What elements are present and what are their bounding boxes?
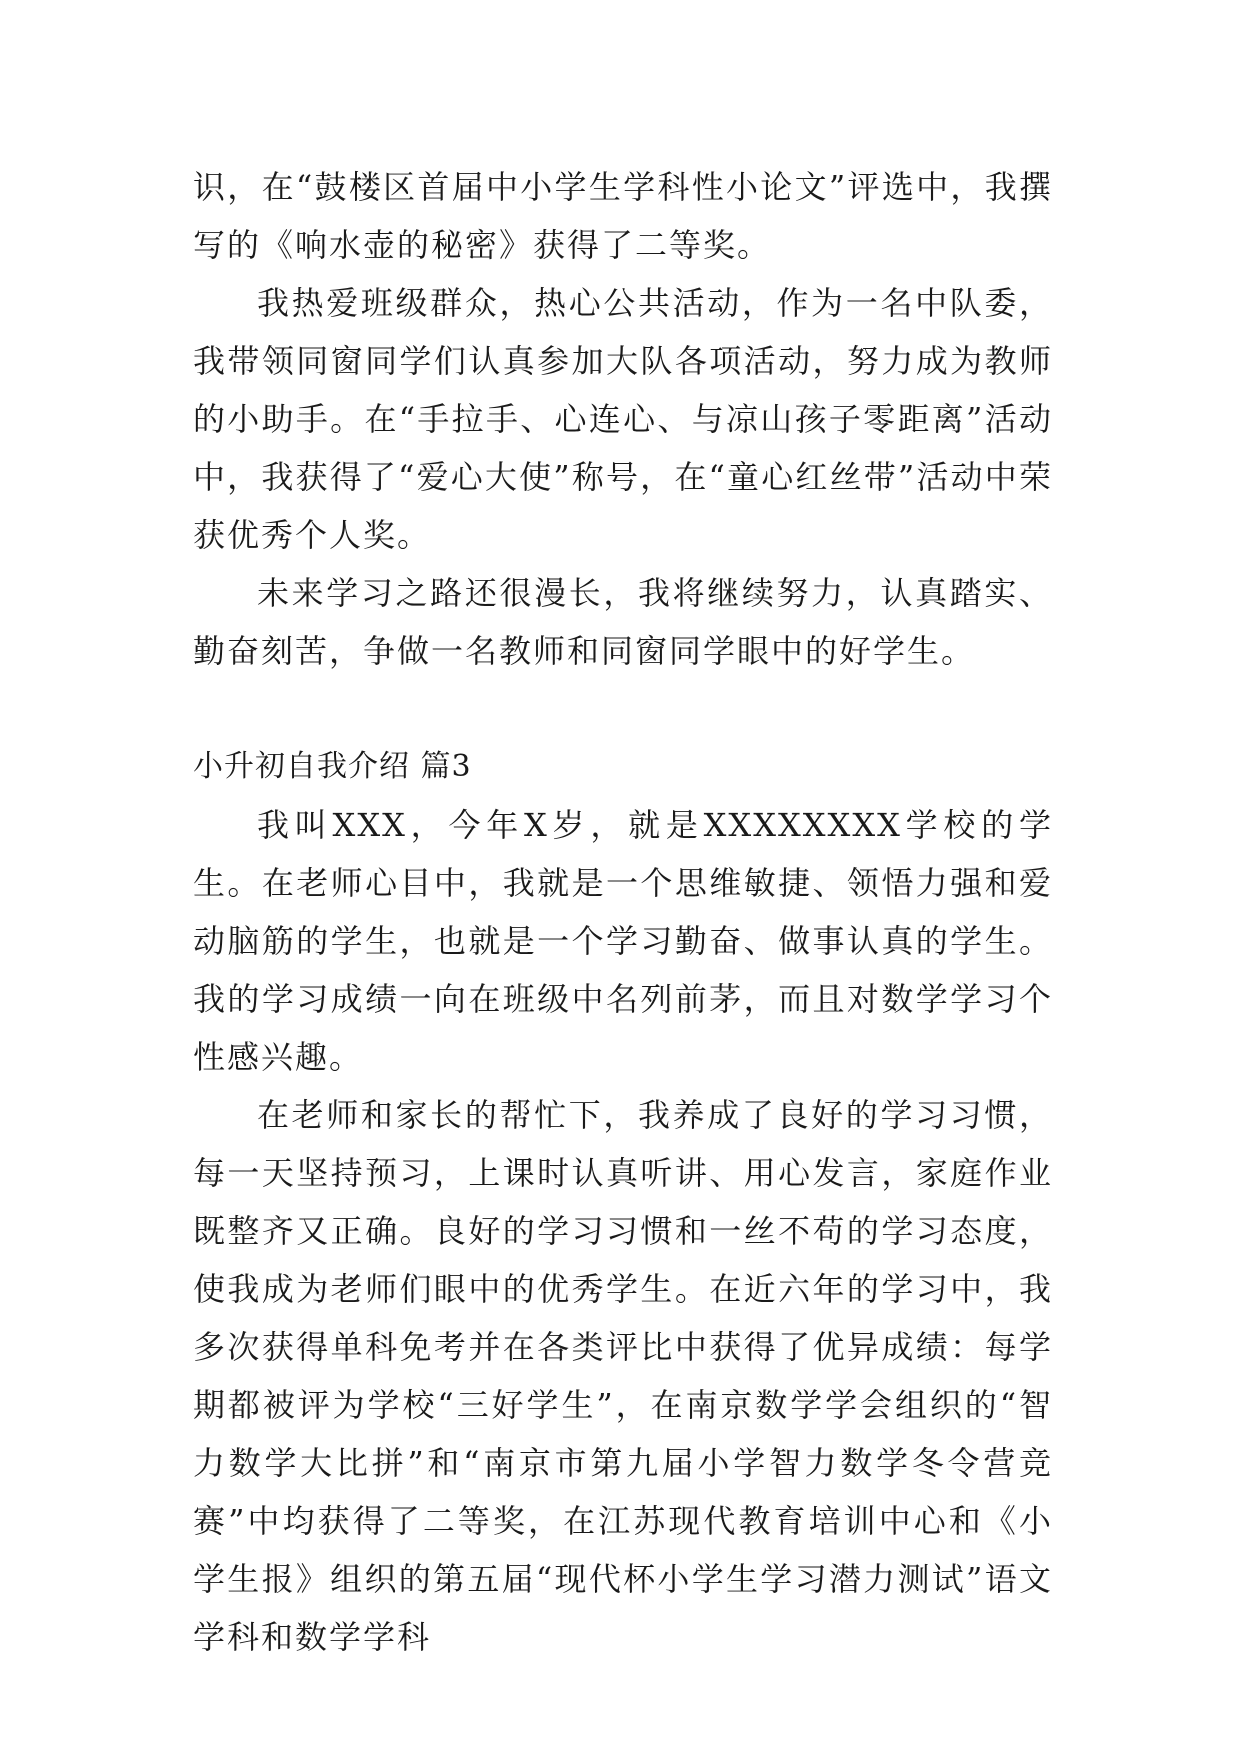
document-body [193,158,1053,1666]
paragraph-continued: 识，在“鼓楼区首届中小学生学科性小论文”评选中，我撰写的《响水壶的秘密》获得了二等奖。 [193,168,1053,264]
section-title: 小升初自我介绍 篇3 [193,749,472,784]
paragraph-study-habits: 在老师和家长的帮忙下，我养成了良好的学习习惯，每一天坚持预习，上课时认真听讲、用心发言，家庭作业既整齐又正确。良好的学习习惯和一丝不苟的学习态度，使我成为老师们眼中的优秀学生。在近六年的学习中，我多次获得单科免考并在各类评比中获得了优异成绩：每学期都被评为学校“三好学生”，在南京数学学会组织的“智力数学大比拼”和“南京市第九届小学智力数学冬令营竞赛”中均获得了二等奖，在江苏现代教育培训中心和《小学生报》组织的第五届“现代杯小学生学习潜力测试”语文学科和数学学科 [193,1096,1053,1656]
paragraph-introduction: 我叫XXX，今年X岁，就是XXXXXXXX学校的学生。在老师心目中，我就是一个思维敏捷、领悟力强和爱动脑筋的学生，也就是一个学习勤奋、做事认真的学生。我的学习成绩一向在班级中名列前茅，而且对数学学习个性感兴趣。 [193,806,1053,1076]
paragraph-future: 未来学习之路还很漫长，我将继续努力，认真踏实、勤奋刻苦，争做一名教师和同窗同学眼中的好学生。 [193,574,1053,670]
paragraph-class-activities: 我热爱班级群众，热心公共活动，作为一名中队委，我带领同窗同学们认真参加大队各项活动，努力成为教师的小助手。在“手拉手、心连心、与凉山孩子零距离”活动中，我获得了“爱心大使”称号，在“童心红丝带”活动中荣获优秀个人奖。 [193,284,1053,554]
